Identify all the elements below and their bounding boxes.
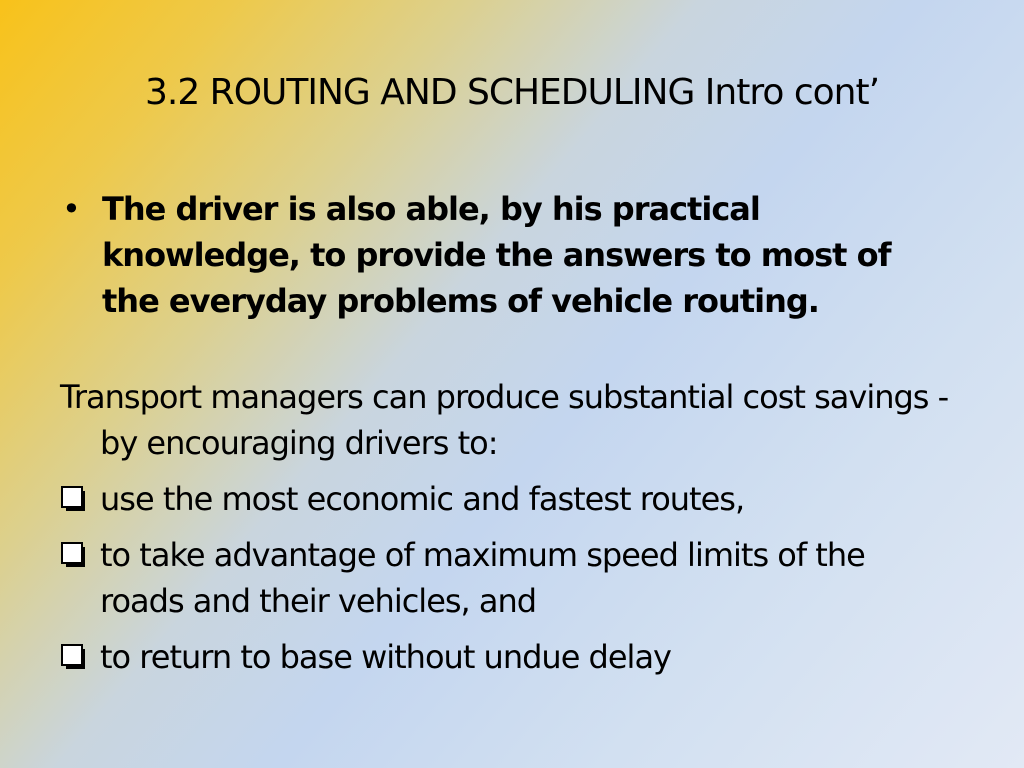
slide-title: 3.2 ROUTING AND SCHEDULING Intro cont’ [144, 72, 880, 113]
checklist-item [60, 476, 960, 522]
checklist-text: to return to base without undue delay [100, 638, 671, 676]
checkbox-icon [60, 476, 100, 522]
checklist-item [60, 634, 960, 680]
slide-body [60, 186, 960, 680]
bullet-text: The driver is also able, by his practical knowledge, to provide the answers to most of the everyday problems of vehicle routing. [102, 190, 891, 320]
bullet-dot-icon: • [62, 190, 80, 228]
checklist-item [60, 532, 960, 624]
checkbox-icon [60, 532, 100, 578]
checkbox-icon [60, 634, 100, 680]
checklist-text: use the most economic and fastest routes, [100, 480, 745, 518]
bullet-item [60, 186, 960, 324]
checklist-text: to take advantage of maximum speed limits of the roads and their vehicles, and [100, 536, 865, 620]
body-paragraph: Transport managers can produce substantial cost savings - by encouraging drivers to: [60, 378, 949, 462]
